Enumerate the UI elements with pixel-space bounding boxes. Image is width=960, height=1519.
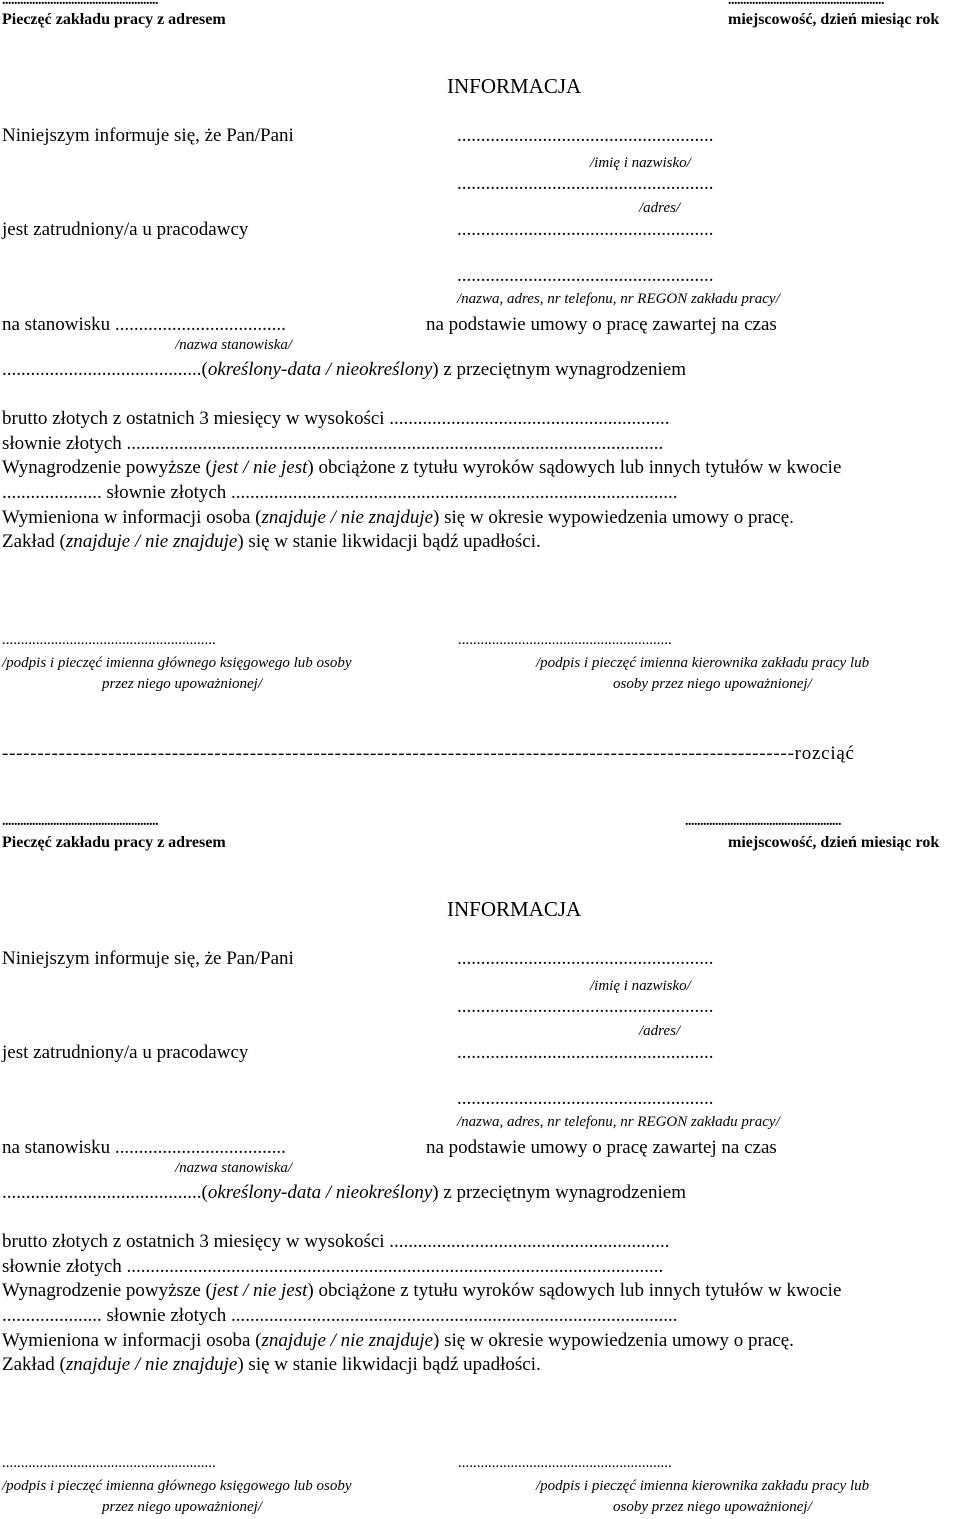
liquidation-line [2,1355,541,1374]
contract-term-line [2,1183,686,1202]
position-field-label: /nazwa stanowiska/ [175,337,293,353]
deduction-options: jest / nie jest [211,1280,308,1301]
manager-signature-dots[interactable]: ......................................................... [458,1455,672,1471]
stamp-dots: .................................................... [2,814,158,829]
contract-term-dots[interactable]: ..........................................( [2,359,208,380]
employer-field-dots-2[interactable]: ...................................................... [457,1088,714,1109]
name-field-label: /imię i nazwisko/ [590,155,691,171]
manager-signature-label-2: osoby przez niego upoważnionej/ [613,676,812,692]
employed-text: jest zatrudniony/a u pracodawcy [2,219,249,240]
accountant-signature-dots[interactable]: ......................................................... [2,632,216,648]
notice-text-a: Wymieniona w informacji osoba ( [2,507,262,528]
notice-text-b: ) się w okresie wypowiedzenia umowy o pracę. [433,1330,794,1351]
cut-line: ----------------------------------------------------------------------------------------------------------------rozciąć [2,743,855,764]
intro-text: Niniejszym informuje się, że Pan/Pani [2,948,294,969]
place-dots: .................................................... [685,814,841,829]
name-field-dots[interactable]: ...................................................... [457,948,714,969]
contract-text: na podstawie umowy o pracę zawartej na czas [426,1137,777,1158]
deduction-line [2,1281,841,1300]
contract-term-options: określony-data / nieokreślony [207,359,433,380]
name-field-dots[interactable]: ...................................................... [457,125,714,146]
intro-text: Niniejszym informuje się, że Pan/Pani [2,125,294,146]
employer-field-label: /nazwa, adres, nr telefonu, nr REGON zakładu pracy/ [457,291,780,307]
contract-term-line [2,360,686,379]
deduction-text-b: ) obciążone z tytułu wyroków sądowych lub innych tytułów w kwocie [307,1280,842,1301]
employer-field-dots-2[interactable]: ...................................................... [457,265,714,286]
place-dots: .................................................... [728,0,884,8]
contract-text: na podstawie umowy o pracę zawartej na czas [426,314,777,335]
contract-term-options: określony-data / nieokreślony [207,1182,433,1203]
notice-options: znajduje / nie znajduje [261,1330,434,1351]
address-field-dots[interactable]: ...................................................... [457,173,714,194]
contract-term-dots[interactable]: ..........................................( [2,1182,208,1203]
position-field-label: /nazwa stanowiska/ [175,1160,293,1176]
deduction-options: jest / nie jest [211,457,308,478]
deduction-amount-field[interactable]: ..................... słownie złotych .............................................................................................. [2,482,678,503]
deduction-text-a: Wynagrodzenie powyższe ( [2,457,212,478]
stamp-label: Pieczęć zakładu pracy z adresem [2,11,226,28]
deduction-amount-field[interactable]: ..................... słownie złotych .............................................................................................. [2,1305,678,1326]
employer-field-dots-1[interactable]: ...................................................... [457,1042,714,1063]
accountant-signature-label-2: przez niego upoważnionej/ [102,1499,262,1515]
liquidation-text-a: Zakład ( [2,531,66,552]
gross-salary-field[interactable]: brutto złotych z ostatnich 3 miesięcy w wysokości ........................................................... [2,408,670,429]
place-date-label: miejscowość, dzień miesiąc rok [728,11,940,28]
liquidation-options: znajduje / nie znajduje [65,531,238,552]
address-field-dots[interactable]: ...................................................... [457,996,714,1017]
gross-salary-field[interactable]: brutto złotych z ostatnich 3 miesięcy w wysokości ........................................................... [2,1231,670,1252]
notice-line [2,1331,794,1350]
liquidation-options: znajduje / nie znajduje [65,1354,238,1375]
notice-text-b: ) się w okresie wypowiedzenia umowy o pracę. [433,507,794,528]
employed-text: jest zatrudniony/a u pracodawcy [2,1042,249,1063]
deduction-line [2,458,841,477]
liquidation-text-b: ) się w stanie likwidacji bądź upadłości. [237,1354,541,1375]
manager-signature-dots[interactable]: ......................................................... [458,632,672,648]
position-field[interactable]: na stanowisku .................................... [2,314,286,335]
contract-term-rest: ) z przeciętnym wynagrodzeniem [432,359,686,380]
manager-signature-label-2: osoby przez niego upoważnionej/ [613,1499,812,1515]
address-field-label: /adres/ [639,200,681,216]
liquidation-text-a: Zakład ( [2,1354,66,1375]
deduction-text-b: ) obciążone z tytułu wyroków sądowych lub innych tytułów w kwocie [307,457,842,478]
place-date-label: miejscowość, dzień miesiąc rok [728,834,940,851]
contract-term-rest: ) z przeciętnym wynagrodzeniem [432,1182,686,1203]
stamp-dots: .................................................... [2,0,158,8]
accountant-signature-label-2: przez niego upoważnionej/ [102,676,262,692]
manager-signature-label-1: /podpis i pieczęć imienna kierownika zakładu pracy lub [536,655,870,671]
accountant-signature-label-1: /podpis i pieczęć imienna głównego księgowego lub osoby [2,655,352,671]
notice-text-a: Wymieniona w informacji osoba ( [2,1330,262,1351]
document-title: INFORMACJA [447,897,582,921]
notice-options: znajduje / nie znajduje [261,507,434,528]
manager-signature-label-1: /podpis i pieczęć imienna kierownika zakładu pracy lub [536,1478,870,1494]
address-field-label: /adres/ [639,1023,681,1039]
accountant-signature-label-1: /podpis i pieczęć imienna głównego księgowego lub osoby [2,1478,352,1494]
employer-field-label: /nazwa, adres, nr telefonu, nr REGON zakładu pracy/ [457,1114,780,1130]
deduction-text-a: Wynagrodzenie powyższe ( [2,1280,212,1301]
accountant-signature-dots[interactable]: ......................................................... [2,1455,216,1471]
employer-field-dots-1[interactable]: ...................................................... [457,219,714,240]
notice-line [2,508,794,527]
salary-words-field[interactable]: słownie złotych ................................................................................................................. [2,433,664,454]
salary-words-field[interactable]: słownie złotych ................................................................................................................. [2,1256,664,1277]
liquidation-text-b: ) się w stanie likwidacji bądź upadłości. [237,531,541,552]
name-field-label: /imię i nazwisko/ [590,978,691,994]
liquidation-line [2,532,541,551]
position-field[interactable]: na stanowisku .................................... [2,1137,286,1158]
document-title: INFORMACJA [447,74,582,98]
stamp-label: Pieczęć zakładu pracy z adresem [2,834,226,851]
